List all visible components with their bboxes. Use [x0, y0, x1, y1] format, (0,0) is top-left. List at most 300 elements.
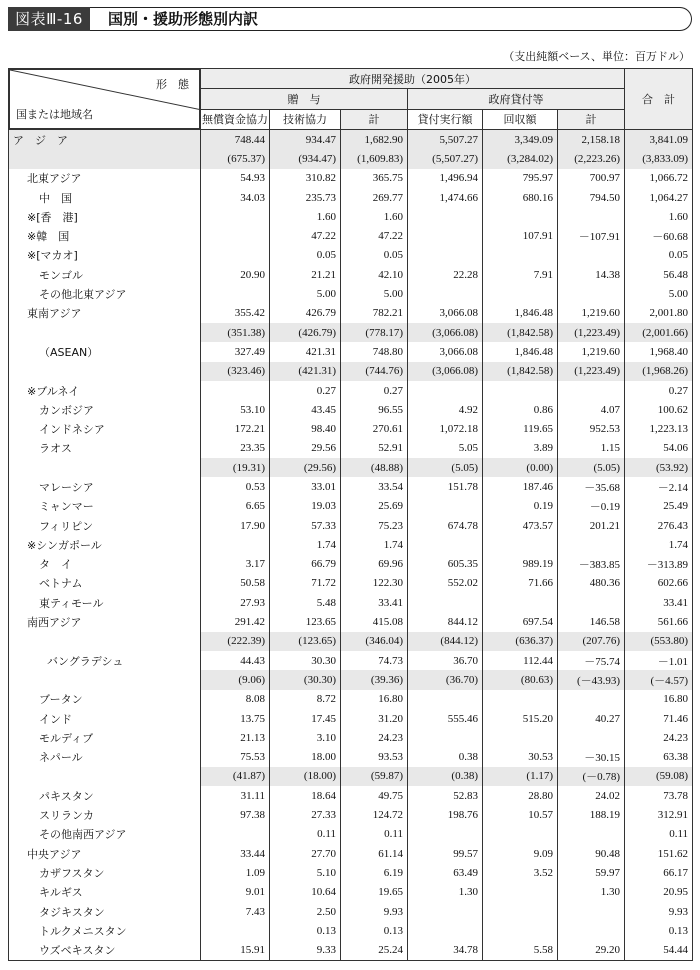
- value-cell: 59.97: [558, 863, 625, 882]
- value-cell: 56.48: [625, 265, 693, 284]
- value-cell: 9.09: [483, 844, 558, 863]
- region-label: 南西アジア: [9, 612, 201, 631]
- table-row: [9, 786, 693, 805]
- value-cell: 33.44: [201, 844, 270, 863]
- value-cell: 1,968.40: [625, 342, 693, 361]
- value-cell: 73.78: [625, 786, 693, 805]
- value-cell: 1.60: [270, 207, 341, 226]
- value-cell: 49.75: [341, 786, 408, 805]
- value-cell: 3.52: [483, 863, 558, 882]
- table-row: [9, 921, 693, 940]
- col-loan-total: 計: [558, 109, 625, 129]
- value-cell: 365.75: [341, 169, 408, 188]
- value-cell: 0.11: [341, 825, 408, 844]
- value-cell: 30.30: [270, 651, 341, 670]
- value-cell: 34.78: [408, 940, 483, 960]
- value-cell: 1.30: [408, 883, 483, 902]
- value-cell: (1,842.58): [483, 362, 558, 381]
- value-cell: 1,066.72: [625, 169, 693, 188]
- value-cell: [201, 825, 270, 844]
- value-cell: [483, 883, 558, 902]
- value-cell: 14.38: [558, 265, 625, 284]
- value-cell: [558, 902, 625, 921]
- value-cell: 18.64: [270, 786, 341, 805]
- value-cell: 2.50: [270, 902, 341, 921]
- value-cell: 700.97: [558, 169, 625, 188]
- region-label: （ASEAN）: [9, 342, 201, 361]
- value-cell: 13.75: [201, 709, 270, 728]
- value-cell: 29.56: [270, 439, 341, 458]
- value-cell: [201, 207, 270, 226]
- value-cell: 5.00: [341, 284, 408, 303]
- oda-table: [8, 68, 693, 961]
- value-cell: 44.43: [201, 651, 270, 670]
- value-cell: 1,846.48: [483, 342, 558, 361]
- value-cell: [408, 690, 483, 709]
- value-cell: 3,841.09: [625, 130, 693, 150]
- value-cell: 24.23: [341, 728, 408, 747]
- value-cell: 187.46: [483, 477, 558, 496]
- table-row: [9, 825, 693, 844]
- region-label: ウズベキスタン: [9, 940, 201, 960]
- value-cell: 1,496.94: [408, 169, 483, 188]
- value-cell: (323.46): [201, 362, 270, 381]
- value-cell: [201, 921, 270, 940]
- table-row: [9, 439, 693, 458]
- value-cell: [408, 497, 483, 516]
- value-cell: 33.41: [341, 593, 408, 612]
- value-cell: 42.10: [341, 265, 408, 284]
- value-cell: [408, 381, 483, 400]
- value-cell: 0.11: [270, 825, 341, 844]
- value-cell: [483, 902, 558, 921]
- value-cell: 1.09: [201, 863, 270, 882]
- value-cell: 5.00: [270, 284, 341, 303]
- value-cell: 124.72: [341, 805, 408, 824]
- value-cell: 21.13: [201, 728, 270, 747]
- value-cell: 0.19: [483, 497, 558, 516]
- oda-header: 政府開発援助（2005年）: [201, 69, 625, 89]
- value-cell: 74.73: [341, 651, 408, 670]
- value-cell: 29.20: [558, 940, 625, 960]
- table-row: [9, 748, 693, 767]
- value-cell: [483, 207, 558, 226]
- value-cell: [408, 207, 483, 226]
- table-body: [9, 130, 693, 961]
- value-cell: 2,158.18: [558, 130, 625, 150]
- table-row: [9, 169, 693, 188]
- value-cell: (5.05): [408, 458, 483, 477]
- value-cell: 3,066.08: [408, 304, 483, 323]
- value-cell: 100.62: [625, 400, 693, 419]
- table-row: [9, 304, 693, 323]
- value-cell: 7.43: [201, 902, 270, 921]
- table-row: [9, 284, 693, 303]
- value-cell: 119.65: [483, 419, 558, 438]
- value-cell: [558, 207, 625, 226]
- value-cell: 1.74: [341, 535, 408, 554]
- value-cell: 43.45: [270, 400, 341, 419]
- value-cell: 52.91: [341, 439, 408, 458]
- value-cell: 844.12: [408, 612, 483, 631]
- value-cell: 748.80: [341, 342, 408, 361]
- value-cell: 4.92: [408, 400, 483, 419]
- value-cell: [558, 284, 625, 303]
- table-row: [9, 574, 693, 593]
- value-cell: 27.33: [270, 805, 341, 824]
- value-cell: (553.80): [625, 632, 693, 651]
- value-cell: [408, 593, 483, 612]
- table-row: [9, 593, 693, 612]
- value-cell: [483, 284, 558, 303]
- value-cell: [201, 535, 270, 554]
- table-row: [9, 555, 693, 574]
- table-row: [9, 207, 693, 226]
- value-cell: 30.53: [483, 748, 558, 767]
- region-label: その他南西アジア: [9, 825, 201, 844]
- value-cell: 952.53: [558, 419, 625, 438]
- value-cell: (2,001.66): [625, 323, 693, 342]
- value-cell: (1.17): [483, 767, 558, 786]
- value-cell: 97.38: [201, 805, 270, 824]
- value-cell: 3.89: [483, 439, 558, 458]
- value-cell: (1,223.49): [558, 323, 625, 342]
- value-cell: 122.30: [341, 574, 408, 593]
- value-cell: [558, 381, 625, 400]
- value-cell: 1,474.66: [408, 188, 483, 207]
- value-cell: 552.02: [408, 574, 483, 593]
- value-cell: 3.10: [270, 728, 341, 747]
- value-cell: 50.58: [201, 574, 270, 593]
- value-cell: 75.53: [201, 748, 270, 767]
- value-cell: (39.36): [341, 670, 408, 689]
- region-label: タ イ: [9, 555, 201, 574]
- value-cell: (778.17): [341, 323, 408, 342]
- value-cell: 27.93: [201, 593, 270, 612]
- region-label: [9, 323, 201, 342]
- value-cell: 47.22: [341, 226, 408, 245]
- value-cell: [558, 593, 625, 612]
- value-cell: 25.24: [341, 940, 408, 960]
- value-cell: 17.45: [270, 709, 341, 728]
- value-cell: 16.80: [341, 690, 408, 709]
- value-cell: (41.87): [201, 767, 270, 786]
- region-label: ア ジ ア: [9, 130, 201, 150]
- value-cell: (1,968.26): [625, 362, 693, 381]
- value-cell: 33.01: [270, 477, 341, 496]
- region-label: 中 国: [9, 188, 201, 207]
- value-cell: 93.53: [341, 748, 408, 767]
- value-cell: (59.87): [341, 767, 408, 786]
- value-cell: (－43.93): [558, 670, 625, 689]
- region-label: モンゴル: [9, 265, 201, 284]
- col-repayment: 回収額: [483, 109, 558, 129]
- value-cell: (3,066.08): [408, 323, 483, 342]
- table-row: [9, 458, 693, 477]
- value-cell: 480.36: [558, 574, 625, 593]
- table-row: [9, 651, 693, 670]
- value-cell: [408, 921, 483, 940]
- value-cell: 99.57: [408, 844, 483, 863]
- value-cell: (－0.78): [558, 767, 625, 786]
- value-cell: 3,349.09: [483, 130, 558, 150]
- value-cell: 3.17: [201, 555, 270, 574]
- value-cell: 15.91: [201, 940, 270, 960]
- value-cell: (1,842.58): [483, 323, 558, 342]
- value-cell: 69.96: [341, 555, 408, 574]
- value-cell: [558, 921, 625, 940]
- value-cell: －35.68: [558, 477, 625, 496]
- col-technical-cooperation: 技術協力: [270, 109, 341, 129]
- value-cell: 34.03: [201, 188, 270, 207]
- region-label: バングラデシュ: [9, 651, 201, 670]
- region-label: ラオス: [9, 439, 201, 458]
- value-cell: 276.43: [625, 516, 693, 535]
- region-label: スリランカ: [9, 805, 201, 824]
- value-cell: 989.19: [483, 555, 558, 574]
- table-row: [9, 246, 693, 265]
- value-cell: [201, 246, 270, 265]
- grant-header: 贈 与: [201, 89, 408, 109]
- value-cell: (0.38): [408, 767, 483, 786]
- value-cell: (346.04): [341, 632, 408, 651]
- value-cell: 1,682.90: [341, 130, 408, 150]
- value-cell: [558, 690, 625, 709]
- value-cell: 1,219.60: [558, 304, 625, 323]
- table-row: [9, 844, 693, 863]
- value-cell: (5.05): [558, 458, 625, 477]
- value-cell: 5.58: [483, 940, 558, 960]
- value-cell: －1.01: [625, 651, 693, 670]
- value-cell: 18.00: [270, 748, 341, 767]
- value-cell: 107.91: [483, 226, 558, 245]
- figure-title: 国別・援助形態別内訳: [108, 10, 259, 28]
- value-cell: [483, 381, 558, 400]
- value-cell: (421.31): [270, 362, 341, 381]
- value-cell: 235.73: [270, 188, 341, 207]
- value-cell: [558, 728, 625, 747]
- table-row: [9, 728, 693, 747]
- value-cell: 3,066.08: [408, 342, 483, 361]
- value-cell: 415.08: [341, 612, 408, 631]
- region-label: [9, 458, 201, 477]
- value-cell: 561.66: [625, 612, 693, 631]
- value-cell: 674.78: [408, 516, 483, 535]
- value-cell: －30.15: [558, 748, 625, 767]
- region-label: [9, 362, 201, 381]
- table-row: [9, 670, 693, 689]
- value-cell: 1,072.18: [408, 419, 483, 438]
- table-row: [9, 497, 693, 516]
- value-cell: 697.54: [483, 612, 558, 631]
- value-cell: 7.91: [483, 265, 558, 284]
- value-cell: 188.19: [558, 805, 625, 824]
- region-label: カンボジア: [9, 400, 201, 419]
- region-label: その他北東アジア: [9, 284, 201, 303]
- value-cell: 19.65: [341, 883, 408, 902]
- region-label: ※シンガポール: [9, 535, 201, 554]
- value-cell: (29.56): [270, 458, 341, 477]
- value-cell: 0.38: [408, 748, 483, 767]
- value-cell: 9.93: [625, 902, 693, 921]
- value-cell: 5.48: [270, 593, 341, 612]
- value-cell: 9.93: [341, 902, 408, 921]
- table-row: [9, 516, 693, 535]
- value-cell: 172.21: [201, 419, 270, 438]
- region-label: パキスタン: [9, 786, 201, 805]
- region-label: キルギス: [9, 883, 201, 902]
- value-cell: 1,223.13: [625, 419, 693, 438]
- value-cell: (53.92): [625, 458, 693, 477]
- table-row: [9, 940, 693, 960]
- value-cell: (1,223.49): [558, 362, 625, 381]
- value-cell: 20.90: [201, 265, 270, 284]
- value-cell: 1,064.27: [625, 188, 693, 207]
- value-cell: [408, 902, 483, 921]
- region-label: マレーシア: [9, 477, 201, 496]
- col-grant-aid: 無償資金協力: [201, 109, 270, 129]
- value-cell: (5,507.27): [408, 149, 483, 168]
- value-cell: (123.65): [270, 632, 341, 651]
- value-cell: 151.62: [625, 844, 693, 863]
- value-cell: 4.07: [558, 400, 625, 419]
- region-label: ※韓 国: [9, 226, 201, 245]
- col-loan-disbursed: 貸付実行額: [408, 109, 483, 129]
- loan-header: 政府貸付等: [408, 89, 625, 109]
- value-cell: 10.57: [483, 805, 558, 824]
- value-cell: 63.38: [625, 748, 693, 767]
- value-cell: 2,001.80: [625, 304, 693, 323]
- value-cell: 1.15: [558, 439, 625, 458]
- table-row: [9, 709, 693, 728]
- value-cell: 8.72: [270, 690, 341, 709]
- value-cell: [483, 246, 558, 265]
- value-cell: 312.91: [625, 805, 693, 824]
- value-cell: 63.49: [408, 863, 483, 882]
- region-label: インドネシア: [9, 419, 201, 438]
- value-cell: 22.28: [408, 265, 483, 284]
- value-cell: 555.46: [408, 709, 483, 728]
- value-cell: [408, 728, 483, 747]
- value-cell: 9.33: [270, 940, 341, 960]
- value-cell: 0.11: [625, 825, 693, 844]
- value-cell: 23.35: [201, 439, 270, 458]
- unit-note: （支出純額ベース、単位：百万ドル）: [503, 50, 690, 63]
- value-cell: 9.01: [201, 883, 270, 902]
- value-cell: 1.60: [341, 207, 408, 226]
- table-row: [9, 612, 693, 631]
- value-cell: 36.70: [408, 651, 483, 670]
- value-cell: 327.49: [201, 342, 270, 361]
- value-cell: (18.00): [270, 767, 341, 786]
- value-cell: 24.23: [625, 728, 693, 747]
- figure-header: [8, 7, 692, 31]
- value-cell: 1,846.48: [483, 304, 558, 323]
- table-row: [9, 477, 693, 496]
- value-cell: 0.13: [270, 921, 341, 940]
- value-cell: [201, 226, 270, 245]
- value-cell: (744.76): [341, 362, 408, 381]
- value-cell: 8.08: [201, 690, 270, 709]
- value-cell: 17.90: [201, 516, 270, 535]
- value-cell: [408, 825, 483, 844]
- value-cell: (934.47): [270, 149, 341, 168]
- value-cell: 0.13: [341, 921, 408, 940]
- value-cell: 54.93: [201, 169, 270, 188]
- value-cell: 1.30: [558, 883, 625, 902]
- value-cell: 71.46: [625, 709, 693, 728]
- region-label: [9, 149, 201, 168]
- table-row: [9, 149, 693, 168]
- table-row: [9, 883, 693, 902]
- table-row: [9, 805, 693, 824]
- value-cell: (1,609.83): [341, 149, 408, 168]
- region-label: カザフスタン: [9, 863, 201, 882]
- value-cell: (675.37): [201, 149, 270, 168]
- region-label: 東南アジア: [9, 304, 201, 323]
- value-cell: 6.65: [201, 497, 270, 516]
- col-grant-total: 計: [341, 109, 408, 129]
- value-cell: [483, 921, 558, 940]
- value-cell: 71.72: [270, 574, 341, 593]
- value-cell: 96.55: [341, 400, 408, 419]
- region-label: 中央アジア: [9, 844, 201, 863]
- value-cell: 54.06: [625, 439, 693, 458]
- value-cell: 52.83: [408, 786, 483, 805]
- value-cell: 53.10: [201, 400, 270, 419]
- table-row: [9, 400, 693, 419]
- value-cell: －313.89: [625, 555, 693, 574]
- value-cell: 270.61: [341, 419, 408, 438]
- value-cell: (－4.57): [625, 670, 693, 689]
- value-cell: 40.27: [558, 709, 625, 728]
- table-row: [9, 632, 693, 651]
- value-cell: [558, 246, 625, 265]
- value-cell: [483, 728, 558, 747]
- region-label: ネパール: [9, 748, 201, 767]
- value-cell: 748.44: [201, 130, 270, 150]
- value-cell: －2.14: [625, 477, 693, 496]
- value-cell: 151.78: [408, 477, 483, 496]
- value-cell: [201, 381, 270, 400]
- value-cell: (0.00): [483, 458, 558, 477]
- region-label: 北東アジア: [9, 169, 201, 188]
- value-cell: 28.80: [483, 786, 558, 805]
- region-label: ベトナム: [9, 574, 201, 593]
- value-cell: －75.74: [558, 651, 625, 670]
- header-corner: [9, 69, 201, 130]
- value-cell: 5.00: [625, 284, 693, 303]
- value-cell: [483, 825, 558, 844]
- region-label: [9, 670, 201, 689]
- value-cell: (844.12): [408, 632, 483, 651]
- value-cell: 1,219.60: [558, 342, 625, 361]
- table-row: [9, 381, 693, 400]
- table-row: [9, 902, 693, 921]
- value-cell: [558, 535, 625, 554]
- value-cell: [408, 284, 483, 303]
- table-row: [9, 362, 693, 381]
- value-cell: 605.35: [408, 555, 483, 574]
- value-cell: 5.10: [270, 863, 341, 882]
- value-cell: 269.77: [341, 188, 408, 207]
- value-cell: (426.79): [270, 323, 341, 342]
- value-cell: 33.54: [341, 477, 408, 496]
- value-cell: 421.31: [270, 342, 341, 361]
- value-cell: [558, 825, 625, 844]
- value-cell: 473.57: [483, 516, 558, 535]
- value-cell: 1.60: [625, 207, 693, 226]
